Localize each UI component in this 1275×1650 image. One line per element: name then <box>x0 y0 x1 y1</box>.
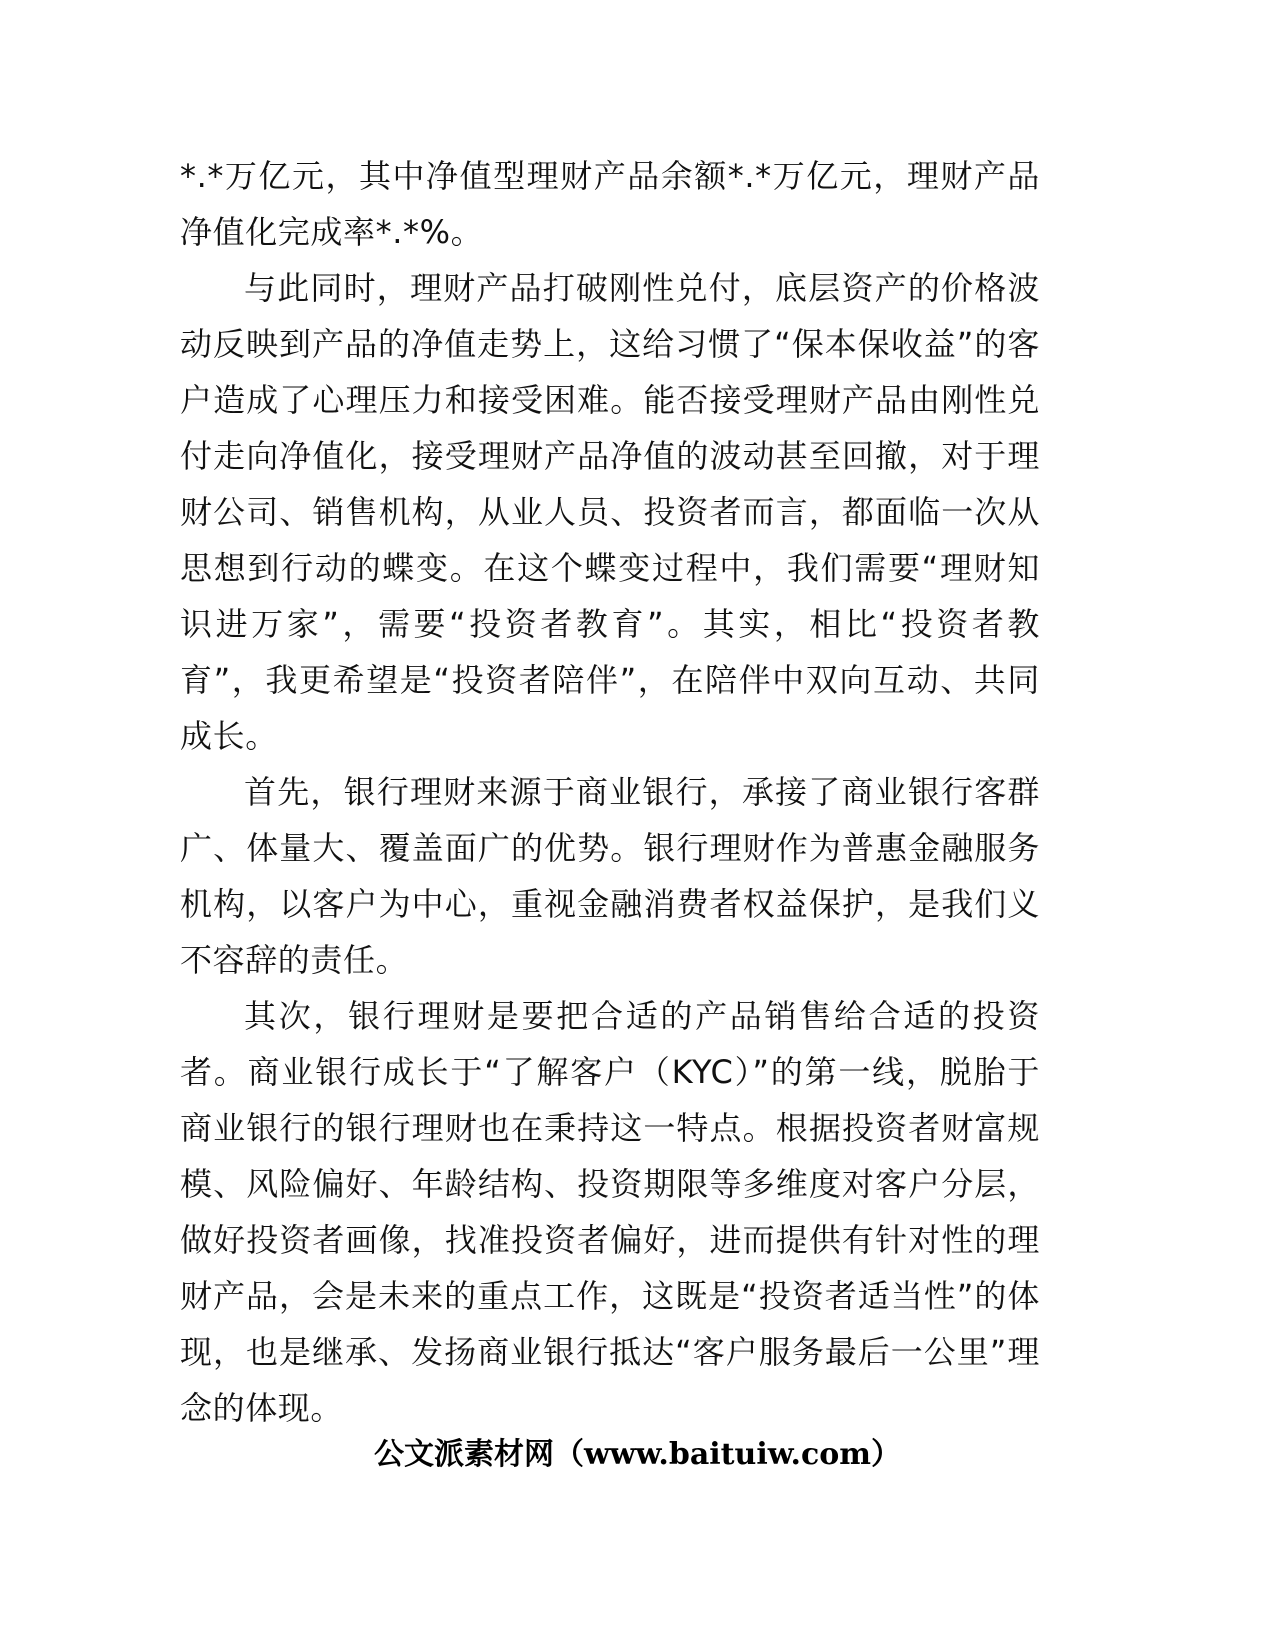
paragraph-2: 与此同时，理财产品打破刚性兑付，底层资产的价格波动反映到产品的净值走势上，这给习惯了“保本保收益”的客户造成了心理压力和接受困难。能否接受理财产品由刚性兑付走向净值化，接受理财产品净值的波动甚至回撤，对于理财公司、销售机构，从业人员、投资者而言，都面临一次从思想到行动的蝶变。在这个蝶变过程中，我们需要“理财知识进万家”，需要“投资者教育”。其实，相比“投资者教育”，我更希望是“投资者陪伴”，在陪伴中双向互动、共同成长。 <box>180 269 1040 755</box>
document-body <box>180 148 1040 1436</box>
paragraph-4: 其次，银行理财是要把合适的产品销售给合适的投资者。商业银行成长于“了解客户（KYC）”的第一线，脱胎于商业银行的银行理财也在秉持这一特点。根据投资者财富规模、风险偏好、年龄结构、投资期限等多维度对客户分层，做好投资者画像，找准投资者偏好，进而提供有针对性的理财产品，会是未来的重点工作，这既是“投资者适当性”的体现，也是继承、发扬商业银行抵达“客户服务最后一公里”理念的体现。 <box>180 997 1040 1427</box>
paragraph-3: 首先，银行理财来源于商业银行，承接了商业银行客群广、体量大、覆盖面广的优势。银行理财作为普惠金融服务机构，以客户为中心，重视金融消费者权益保护，是我们义不容辞的责任。 <box>180 773 1040 979</box>
footer-watermark: 公文派素材网（www.baituiw.com） <box>373 1437 902 1472</box>
paragraph-1: *.*万亿元，其中净值型理财产品余额*.*万亿元，理财产品净值化完成率*.*%。 <box>180 157 1040 251</box>
